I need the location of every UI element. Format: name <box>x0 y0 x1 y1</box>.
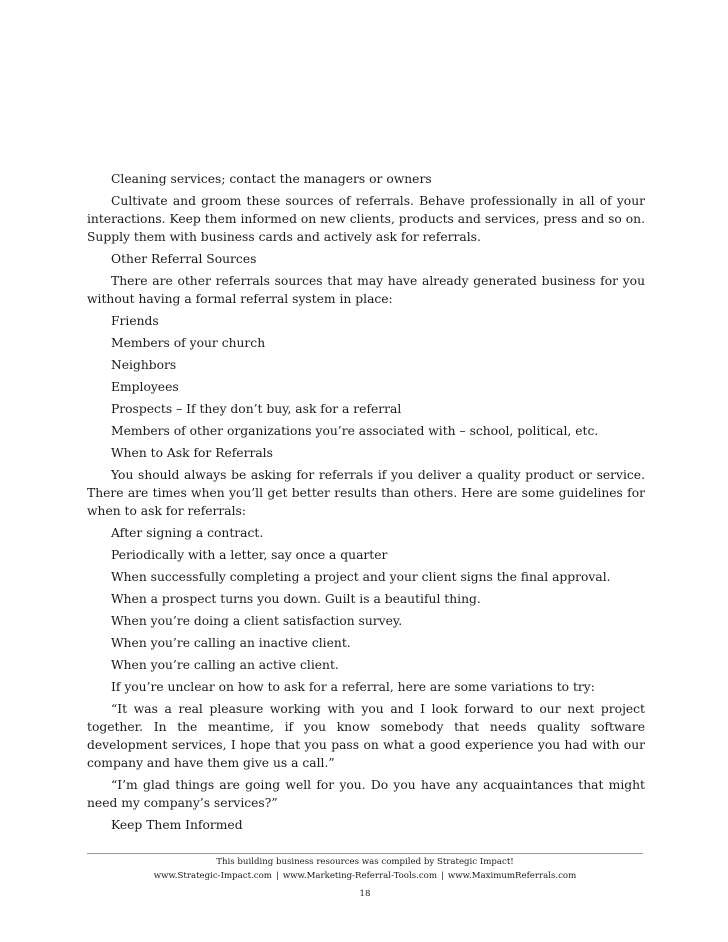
footer-link-strategic-impact[interactable]: www.Strategic-Impact.com <box>153 871 272 881</box>
section-heading: When to Ask for Referrals <box>111 446 273 460</box>
list-item: Friends <box>111 314 159 328</box>
footer-credit: This building business resources was compiled by Strategic Impact! <box>216 857 514 867</box>
paragraph: Cultivate and groom these sources of referrals. Behave professionally in all of your interactions. Keep them informed on new clients, products and services, press and so on. Supply them with business cards and actively ask for referrals. <box>87 194 645 244</box>
list-item: When a prospect turns you down. Guilt is a beautiful thing. <box>111 592 481 606</box>
paragraph: There are other referrals sources that may have already generated business for you without having a formal referral system in place: <box>87 274 645 306</box>
footer-link-marketing-referral-tools[interactable]: www.Marketing-Referral-Tools.com <box>282 871 438 881</box>
list-item: Employees <box>111 380 179 394</box>
footer-divider <box>87 853 643 854</box>
section-heading: Keep Them Informed <box>111 818 243 832</box>
list-item: Prospects – If they don’t buy, ask for a referral <box>111 402 402 416</box>
list-item: When you’re calling an inactive client. <box>111 636 351 650</box>
list-item: Members of your church <box>111 336 266 350</box>
page-footer <box>87 855 643 901</box>
page-number: 18 <box>359 889 371 899</box>
footer-link-maximum-referrals[interactable]: www.MaximumReferrals.com <box>447 871 577 881</box>
footer-separator: | <box>441 871 444 881</box>
footer-links <box>87 869 643 883</box>
paragraph: You should always be asking for referrals if you deliver a quality product or service. There are times when you’ll get better results than others. Here are some guidelines for when to ask for referrals: <box>87 468 645 518</box>
document-body <box>87 170 645 834</box>
list-item: Members of other organizations you’re associated with – school, political, etc. <box>111 424 599 438</box>
quote-paragraph: “It was a real pleasure working with you and I look forward to our next project together. In the meantime, if you know somebody that needs quality software development services, I hope that you pass on what a good experience you had with our company and have them give us a call.” <box>87 702 645 770</box>
list-item: After signing a contract. <box>111 526 264 540</box>
list-item: When you’re doing a client satisfaction survey. <box>111 614 403 628</box>
list-item: When you’re calling an active client. <box>111 658 339 672</box>
quote-paragraph: “I’m glad things are going well for you. Do you have any acquaintances that might need my company’s services?” <box>87 778 645 810</box>
section-heading: Other Referral Sources <box>111 252 257 266</box>
list-item: Periodically with a letter, say once a quarter <box>111 548 388 562</box>
list-item: When successfully completing a project and your client signs the final approval. <box>111 570 611 584</box>
paragraph: If you’re unclear on how to ask for a referral, here are some variations to try: <box>111 680 595 694</box>
list-item: Neighbors <box>111 358 177 372</box>
paragraph: Cleaning services; contact the managers or owners <box>111 172 432 186</box>
footer-separator: | <box>275 871 279 881</box>
